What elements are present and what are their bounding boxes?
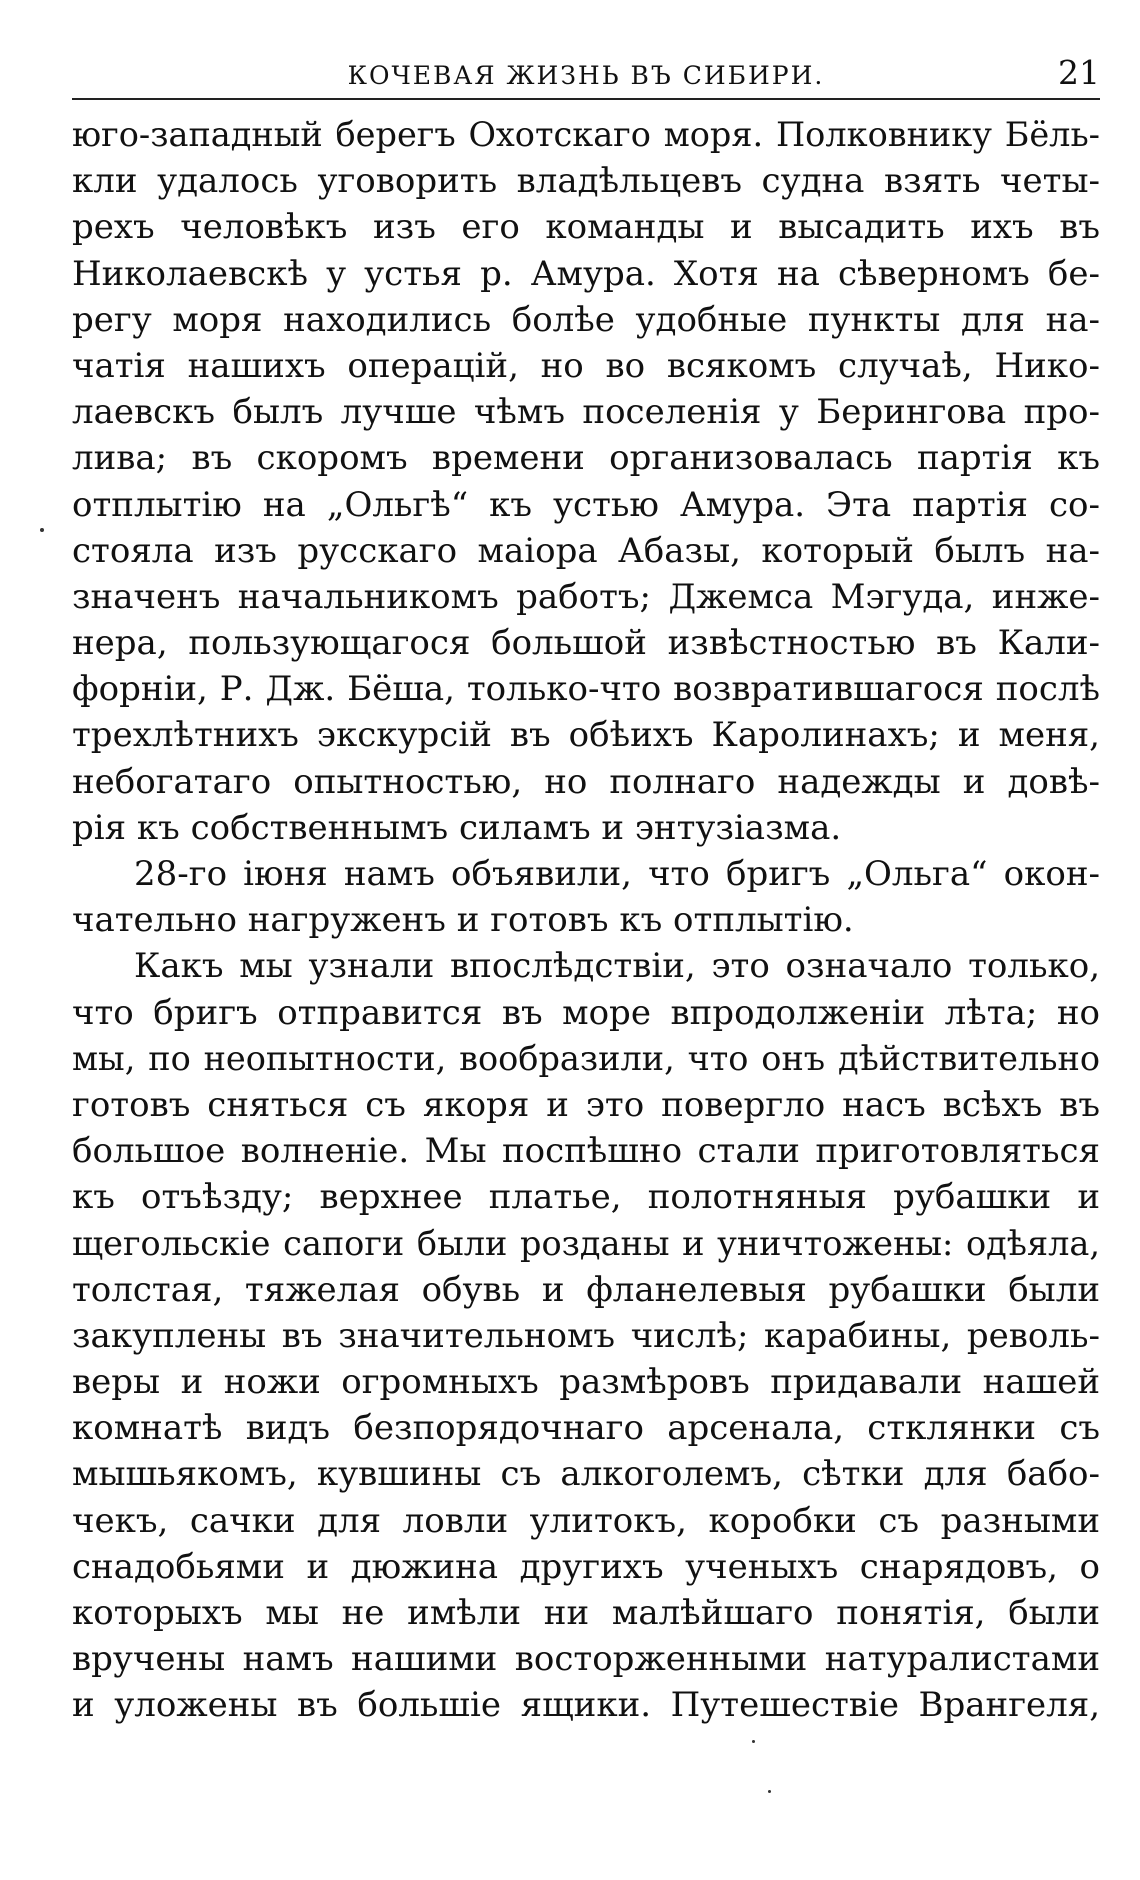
text-line: комнатѣ видъ безпорядочнаго арсенала, стклянки съ [72,1408,1100,1449]
paragraph-3 [72,943,1100,1728]
text-line: чекъ, сачки для ловли улитокъ, коробки съ разными [72,1500,1100,1541]
text-line: снадобьями и дюжина другихъ ученыхъ снарядовъ, о [72,1546,1100,1587]
text-line: къ отъѣзду; верхнее платье, полотняныя рубашки и [72,1177,1100,1218]
text-line: мышьякомъ, кувшины съ алкоголемъ, сѣтки для бабо- [72,1454,1100,1495]
text-line: форніи, Р. Дж. Бёша, только-что возвратившагося послѣ [72,669,1100,710]
text-line: Николаевскѣ у устья р. Амура. Хотя на сѣверномъ бе- [72,253,1100,294]
paragraph-2 [72,851,1100,943]
paragraph-1 [72,112,1100,851]
text-line: стояла изъ русскаго маіора Абазы, который былъ на- [72,530,1100,571]
print-speck [768,1790,771,1793]
running-head [72,40,1100,100]
text-line: мы, по неопытности, вообразили, что онъ дѣйствительно [72,1038,1100,1078]
text-line: вручены намъ нашими восторженными натуралистами [72,1639,1100,1680]
text-line: чатія нашихъ операцій, но во всякомъ случаѣ, Нико- [72,345,1100,386]
text-line: готовъ сняться съ якоря и это повергло насъ всѣхъ въ [72,1084,1100,1125]
text-line: Какъ мы узнали впослѣдствіи, это означало только, [134,946,1100,987]
text-line: большое волненіе. Мы поспѣшно стали приготовляться [72,1131,1100,1172]
text-line: чательно нагруженъ и готовъ къ отплытію. [72,900,854,941]
running-title: КОЧЕВАЯ ЖИЗНЬ ВЪ СИБИРИ. [347,61,825,90]
text-line: кли удалось уговорить владѣльцевъ судна взять четы- [72,161,1100,202]
text-line: что бригъ отправится въ море впродолженіи лѣта; но [72,992,1100,1033]
text-line: которыхъ мы не имѣли ни малѣйшаго понятія, были [72,1593,1100,1633]
text-line: рехъ человѣкъ изъ его команды и высадить ихъ въ [72,207,1100,248]
text-line: веры и ножи огромныхъ размѣровъ придавали нашей [72,1362,1100,1403]
print-speck [40,528,44,532]
text-line: лива; въ скоромъ времени организовалась партія къ [72,438,1100,479]
text-line: небогатаго опытностью, но полнаго надежды и довѣ- [72,761,1100,802]
text-line: трехлѣтнихъ экскурсій въ обѣихъ Каролинахъ; и меня, [72,715,1100,756]
text-line: юго-западный берегъ Охотскаго моря. Полковнику Бёль- [72,115,1100,154]
text-line: толстая, тяжелая обувь и фланелевыя рубашки были [72,1269,1100,1310]
text-line: лаевскъ былъ лучше чѣмъ поселенія у Берингова про- [72,392,1100,433]
text-line: регу моря находились болѣе удобные пункты для на- [72,299,1100,340]
text-line: отплытію на „Ольгѣ“ къ устью Амура. Эта партія со- [72,484,1100,525]
text-line: и уложены въ большіе ящики. Путешествіе Врангеля, [72,1685,1100,1726]
text-line: значенъ начальникомъ работъ; Джемса Мэгуда, инже- [72,576,1100,617]
text-line: рія къ собственнымъ силамъ и энтузіазма. [72,807,842,848]
page-number: 21 [1058,53,1100,92]
text-line: 28-го іюня намъ объявили, что бригъ „Ольга“ окон- [134,854,1100,894]
text-line: щегольскіе сапоги были розданы и уничтожены: одѣяла, [72,1223,1100,1263]
print-speck [752,1740,755,1743]
book-page [72,40,1100,1860]
body-text [72,112,1100,1729]
text-line: закуплены въ значительномъ числѣ; карабины, револь- [72,1315,1100,1356]
text-line: нера, пользующагося большой извѣстностью въ Кали- [72,623,1100,664]
